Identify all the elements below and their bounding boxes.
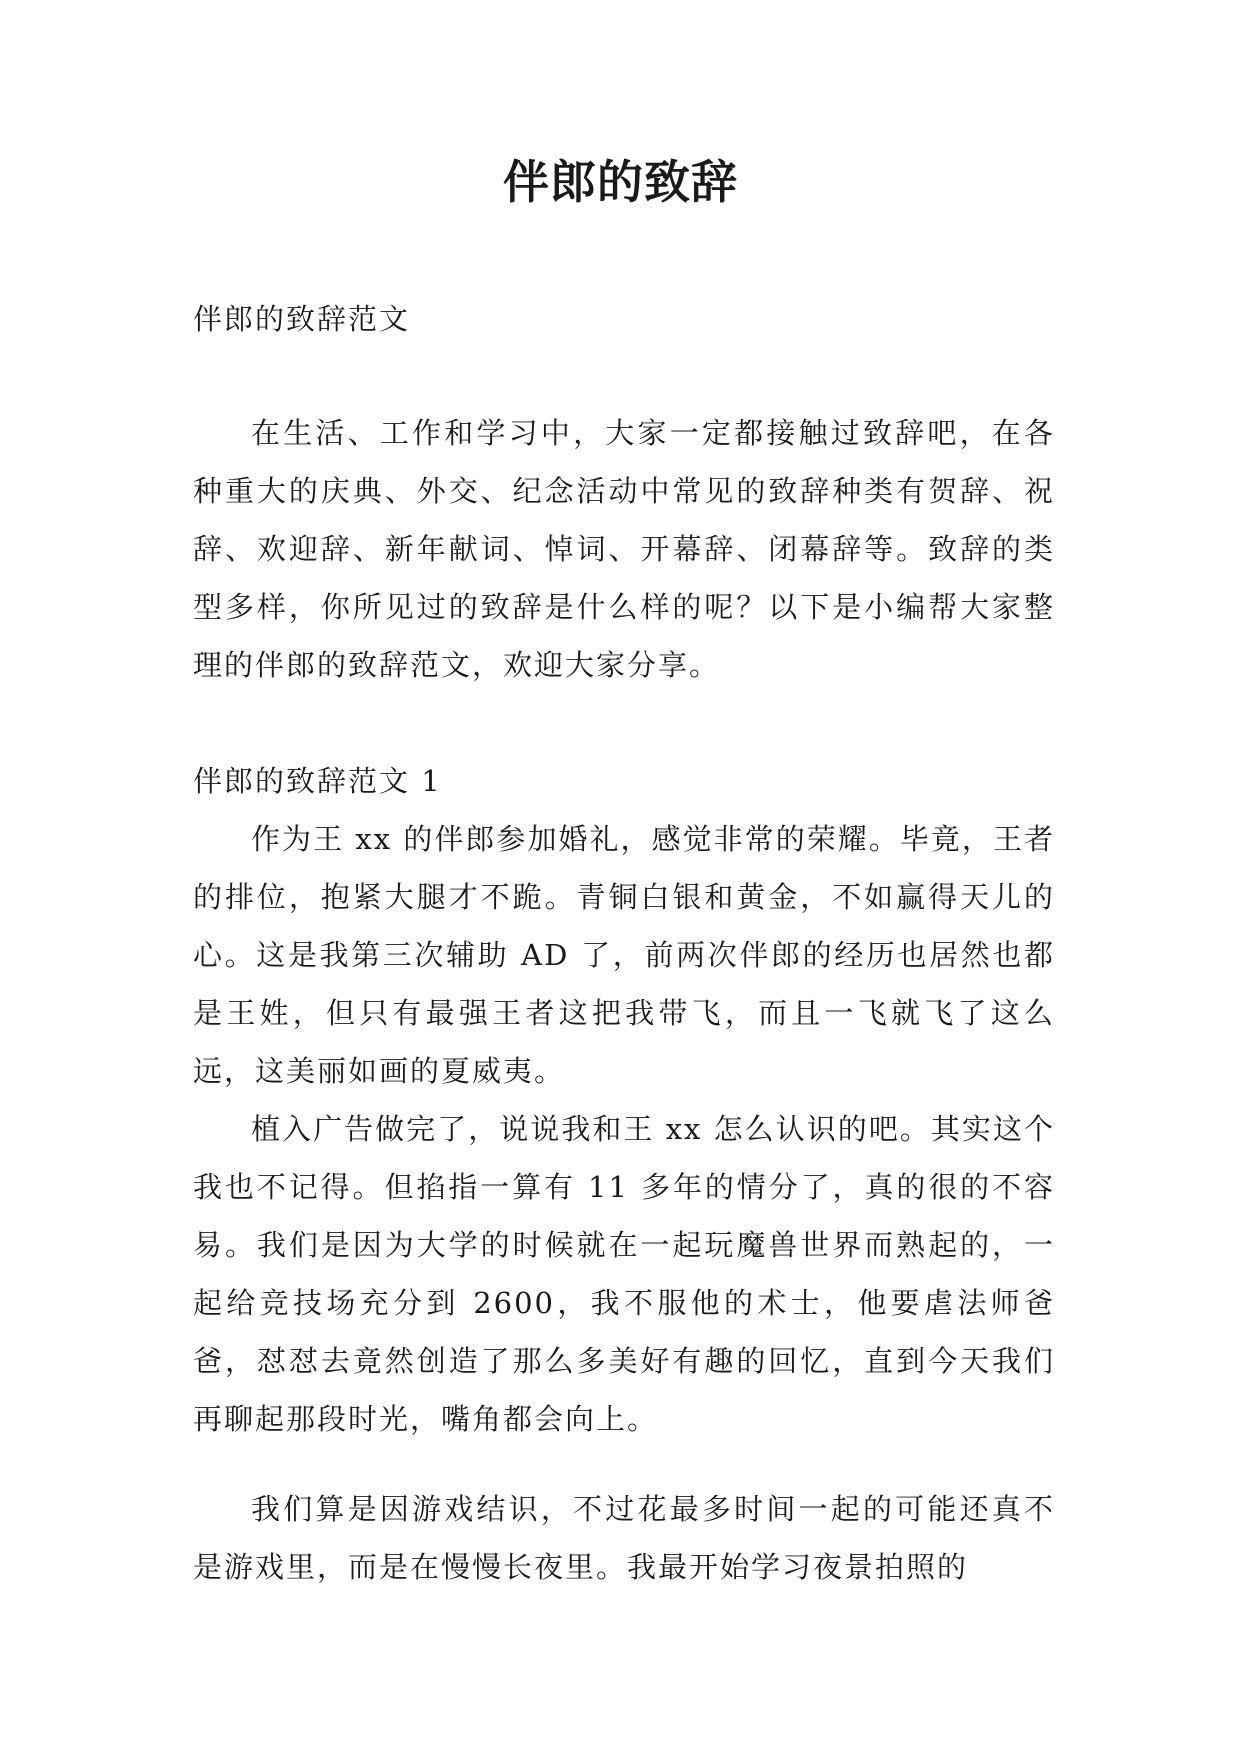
- body-paragraph-2: 植入广告做完了，说说我和王 xx 怎么认识的吧。其实这个我也不记得。但掐指一算有 11 多年的情分了，真的很的不容易。我们是因为大学的时候就在一起玩魔兽世界而熟起的，一起给竞技场充分到 2600，我不服他的术士，他要虐法师爸爸，怼怼去竟然创造了那么多美好有趣的回忆，直到今天我们再聊起那段时光，嘴角都会向上。: [193, 1112, 1055, 1436]
- document-subtitle: 伴郎的致辞范文: [193, 302, 411, 336]
- body-paragraph-1: 作为王 xx 的伴郎参加婚礼，感觉非常的荣耀。毕竟，王者的排位，抱紧大腿才不跪。青铜白银和黄金，不如赢得天儿的心。这是我第三次辅助 AD 了，前两次伴郎的经历也居然也都是王姓，但只有最强王者这把我带飞，而且一飞就飞了这么远，这美丽如画的夏威夷。: [193, 822, 1055, 1088]
- document-title: 伴郎的致辞: [503, 155, 738, 209]
- section-heading: 伴郎的致辞范文 1: [193, 764, 442, 798]
- intro-paragraph: 在生活、工作和学习中，大家一定都接触过致辞吧，在各种重大的庆典、外交、纪念活动中常见的致辞种类有贺辞、祝辞、欢迎辞、新年献词、悼词、开幕辞、闭幕辞等。致辞的类型多样，你所见过的致辞是什么样的呢？以下是小编帮大家整理的伴郎的致辞范文，欢迎大家分享。: [193, 416, 1055, 682]
- body-paragraph-3: 我们算是因游戏结识，不过花最多时间一起的可能还真不是游戏里，而是在慢慢长夜里。我最开始学习夜景拍照的: [193, 1492, 1055, 1584]
